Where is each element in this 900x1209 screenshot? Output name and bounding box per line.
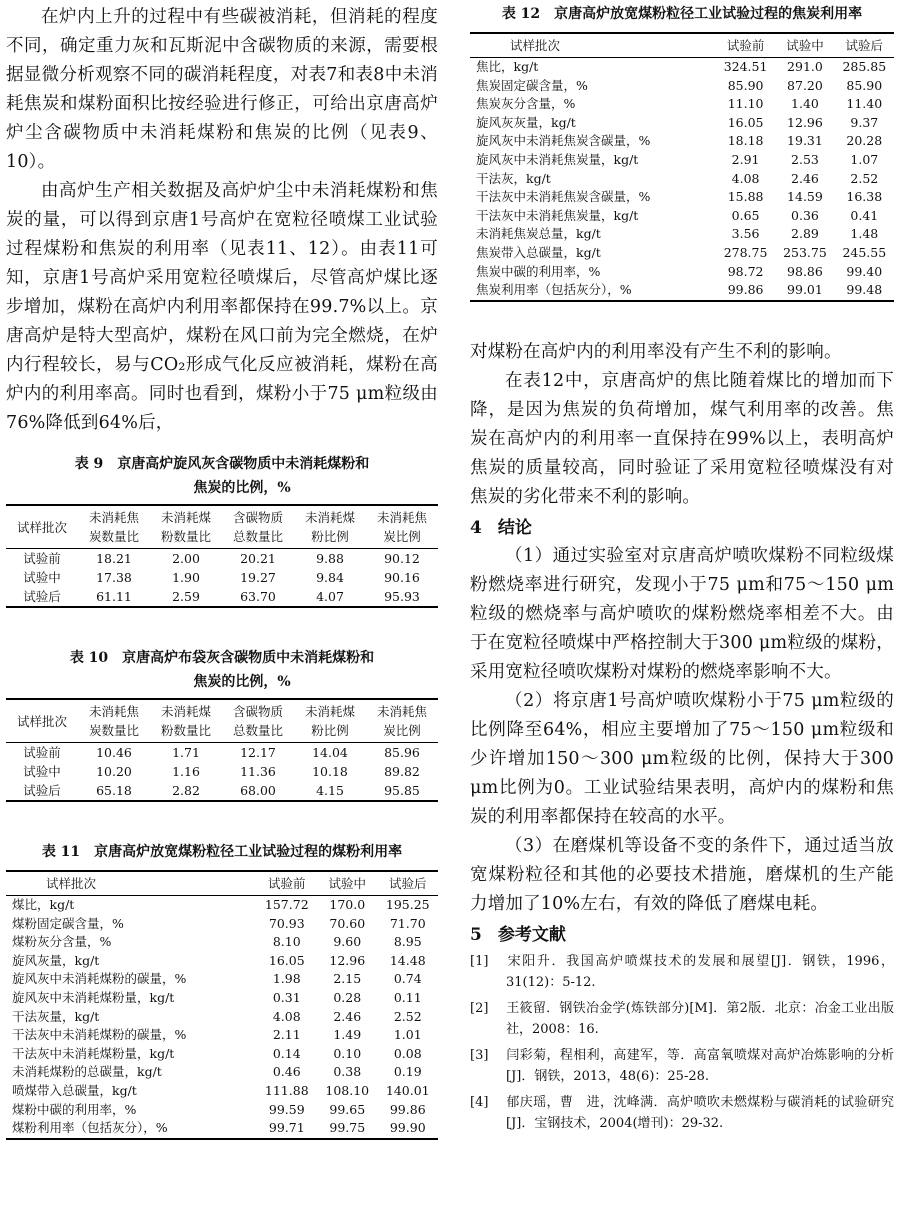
table-10-caption-line2: 焦炭的比例，% bbox=[193, 674, 291, 690]
table-cell: 1.90 bbox=[172, 570, 200, 585]
reference-text: 王筱留．钢铁冶金学(炼铁部分)[M]．第2版．北京：冶金工业出版社，2008：16. bbox=[506, 1000, 894, 1037]
row-label: 煤比，kg/t bbox=[12, 897, 75, 912]
table-cell: 9.88 bbox=[316, 551, 344, 566]
reference-item bbox=[470, 998, 894, 1040]
table-row bbox=[470, 151, 894, 170]
column-header-line: 粉比例 bbox=[311, 529, 349, 544]
column-header-line: 炭比例 bbox=[383, 723, 421, 738]
row-label: 煤粉利用率（包括灰分），% bbox=[6, 1119, 257, 1139]
column-header-line: 含碳物质 bbox=[232, 510, 283, 525]
table-row bbox=[470, 170, 894, 189]
row-label: 未消耗焦炭总量，kg/t bbox=[476, 226, 601, 242]
section-4-title: 结论 bbox=[497, 517, 532, 538]
table-cell: 0.41 bbox=[850, 207, 879, 223]
table-9-caption bbox=[6, 452, 438, 476]
section-4-heading bbox=[470, 514, 894, 542]
column-header-line: 试样批次 bbox=[16, 713, 67, 729]
table-11-caption bbox=[6, 840, 438, 864]
paragraph-utilization-intro: 由高炉生产相关数据及高炉炉尘中未消耗煤粉和焦炭的量，可以得到京唐1号高炉在宽粒径喷煤工业试验过程煤粉和焦炭的利用率（见表11、12）。由表11可知，京唐1号高炉采用宽粒径喷煤后，尽管高炉煤比逐步增加，煤粉在高炉内利用率都保持在99.7%以上。京唐高炉是特大型高炉，煤粉在风口前为完全燃烧，在炉内行程较长，易与CO₂形成气化反应被消耗，煤粉在高炉内的利用率高。同时也看到，煤粉小于75 μm粒级由76%降低到64%后， bbox=[6, 181, 438, 433]
table-cell: 18.21 bbox=[96, 551, 132, 566]
column-header bbox=[294, 505, 366, 549]
table-10-label: 表 10 bbox=[69, 650, 109, 666]
table-cell: 99.75 bbox=[317, 1119, 377, 1139]
table-11 bbox=[6, 870, 438, 1140]
table-row bbox=[6, 1045, 438, 1064]
table-12-title: 京唐高炉放宽煤粉粒径工业试验过程的焦炭利用率 bbox=[554, 6, 863, 22]
table-cell: 8.95 bbox=[393, 934, 422, 950]
table-cell: 9.37 bbox=[850, 114, 879, 130]
table-cell: 253.75 bbox=[783, 244, 827, 260]
reference-number: [1] bbox=[470, 953, 489, 969]
reference-item bbox=[470, 1045, 894, 1087]
table-row bbox=[6, 743, 438, 763]
table-cell: 1.07 bbox=[850, 151, 879, 167]
table-cell: 2.53 bbox=[791, 151, 819, 167]
row-label: 未消耗煤粉的总碳量，kg/t bbox=[12, 1064, 162, 1080]
table-9-block bbox=[6, 452, 438, 608]
table-row bbox=[6, 762, 438, 781]
column-header-line: 总数量比 bbox=[232, 723, 283, 738]
table-9-title-line1: 京唐高炉旋风灰含碳物质中未消耗煤粉和 bbox=[117, 456, 370, 472]
row-label: 焦炭固定碳含量，% bbox=[476, 77, 588, 93]
table-cell: 18.18 bbox=[727, 133, 764, 149]
reference-item bbox=[470, 951, 894, 993]
table-10-block bbox=[6, 646, 438, 802]
table-cell: 85.96 bbox=[384, 745, 420, 760]
table-cell: 291.0 bbox=[787, 59, 823, 74]
table-row bbox=[470, 114, 894, 133]
paragraph-no-adverse-effect: 对煤粉在高炉内的利用率没有产生不利的影响。 bbox=[470, 341, 842, 362]
table-cell: 4.15 bbox=[294, 781, 366, 801]
row-label: 干法灰中未消耗焦炭量，kg/t bbox=[476, 207, 639, 223]
table-cell: 1.48 bbox=[850, 226, 879, 242]
reference-text: 闫彩菊，程相利，高建军，等．高富氧喷煤对高炉冶炼影响的分析[J]．钢铁，2013，48(6)：25-28. bbox=[506, 1047, 894, 1084]
table-cell: 157.72 bbox=[264, 897, 309, 912]
column-header: 试验中 bbox=[317, 871, 377, 896]
row-label: 喷煤带入总碳量，kg/t bbox=[12, 1082, 137, 1098]
column-header: 试样批次 bbox=[470, 33, 716, 58]
table-cell: 0.28 bbox=[333, 989, 362, 1005]
row-label: 试验中 bbox=[23, 764, 61, 779]
table-cell: 245.55 bbox=[842, 244, 887, 260]
column-header bbox=[294, 699, 366, 743]
table-cell: 99.86 bbox=[389, 1101, 426, 1117]
table-cell: 20.21 bbox=[240, 551, 276, 566]
conclusion-2: （2）将京唐1号高炉喷吹煤粉小于75 μm粒级的比例降至64%，相应主要增加了75～150 μm粒级和少许增加150～300 μm粒级的比例，保持大于300 μm比例为0。工业试验结果表明，高炉内的煤粉和焦炭的利用率都保持在较高的水平。 bbox=[470, 690, 894, 827]
table-cell: 9.60 bbox=[333, 934, 362, 950]
row-label: 试验前 bbox=[23, 745, 61, 760]
row-label: 煤粉灰分含量，% bbox=[12, 934, 112, 950]
table-9 bbox=[6, 504, 438, 608]
table-row bbox=[470, 225, 894, 244]
column-header-line: 未消耗煤 bbox=[304, 704, 355, 719]
table-9-caption-line2: 焦炭的比例，% bbox=[193, 480, 291, 496]
column-header bbox=[150, 505, 222, 549]
table-cell: 1.71 bbox=[172, 745, 200, 760]
column-header-line: 炭比例 bbox=[383, 529, 421, 544]
column-header bbox=[366, 699, 438, 743]
row-label: 煤粉固定碳含量，% bbox=[12, 915, 124, 931]
table-cell: 0.46 bbox=[272, 1064, 301, 1080]
row-label: 试验后 bbox=[6, 587, 78, 607]
table-row bbox=[470, 281, 894, 301]
table-row bbox=[6, 933, 438, 952]
column-header-line: 未消耗焦 bbox=[88, 704, 139, 719]
column-header-line: 未消耗焦 bbox=[376, 510, 427, 525]
table-cell: 0.10 bbox=[333, 1045, 362, 1061]
table-12-block bbox=[470, 2, 894, 302]
table-row bbox=[6, 989, 438, 1008]
table-cell: 19.31 bbox=[787, 133, 823, 149]
table-cell: 2.46 bbox=[791, 170, 819, 186]
table-cell: 63.70 bbox=[222, 587, 294, 607]
table-cell: 4.07 bbox=[294, 587, 366, 607]
table-cell: 99.48 bbox=[835, 281, 894, 301]
table-cell: 2.52 bbox=[393, 1008, 422, 1024]
section-5-heading bbox=[470, 921, 894, 949]
table-cell: 0.08 bbox=[393, 1045, 422, 1061]
table-cell: 99.86 bbox=[716, 281, 775, 301]
column-header-line: 未消耗焦 bbox=[88, 510, 139, 525]
table-cell: 99.01 bbox=[775, 281, 834, 301]
reference-number: [3] bbox=[470, 1047, 489, 1063]
table-cell: 2.91 bbox=[731, 151, 760, 167]
table-row bbox=[6, 549, 438, 569]
row-label: 旋风灰中未消耗焦炭含碳量，% bbox=[476, 133, 651, 149]
column-header bbox=[150, 699, 222, 743]
table-row bbox=[6, 1008, 438, 1027]
table-cell: 0.74 bbox=[393, 971, 422, 987]
table-cell: 4.08 bbox=[272, 1008, 301, 1024]
table-cell: 99.59 bbox=[268, 1101, 305, 1117]
row-label: 旋风灰中未消耗煤粉量，kg/t bbox=[12, 989, 175, 1005]
table-cell: 108.10 bbox=[325, 1082, 370, 1098]
table-cell: 11.40 bbox=[846, 96, 883, 112]
table-cell: 85.90 bbox=[846, 77, 883, 93]
table-cell: 195.25 bbox=[385, 897, 430, 912]
table-row bbox=[470, 207, 894, 226]
table-cell: 90.16 bbox=[384, 570, 420, 585]
table-row bbox=[6, 1082, 438, 1101]
row-label: 焦炭灰分含量，% bbox=[476, 96, 576, 112]
table-cell: 0.14 bbox=[272, 1045, 301, 1061]
table-cell: 98.72 bbox=[727, 263, 764, 279]
table-cell: 70.93 bbox=[268, 915, 305, 931]
table-cell: 1.98 bbox=[272, 971, 301, 987]
column-header bbox=[6, 505, 78, 549]
table-row bbox=[6, 896, 438, 915]
table-cell: 2.15 bbox=[333, 971, 362, 987]
row-label: 焦炭带入总碳量，kg/t bbox=[476, 244, 601, 260]
column-header bbox=[222, 505, 294, 549]
conclusion-3: （3）在磨煤机等设备不变的条件下，通过适当放宽煤粉粒径和其他的必要技术措施，磨煤机的生产能力增加了10%左右，有效的降低了磨煤电耗。 bbox=[470, 835, 894, 914]
column-header-line: 粉比例 bbox=[311, 723, 349, 738]
column-header bbox=[78, 699, 150, 743]
table-11-label: 表 11 bbox=[41, 844, 81, 860]
table-row bbox=[6, 781, 438, 801]
table-12-label: 表 12 bbox=[501, 6, 541, 22]
table-cell: 90.12 bbox=[384, 551, 420, 566]
table-cell: 1.40 bbox=[791, 96, 819, 112]
table-row bbox=[470, 188, 894, 207]
row-label: 干法灰中未消耗煤粉的碳量，% bbox=[12, 1027, 187, 1043]
table-cell: 17.38 bbox=[96, 570, 132, 585]
right-column bbox=[470, 0, 894, 1139]
table-cell: 87.20 bbox=[787, 77, 823, 93]
table-cell: 2.00 bbox=[172, 551, 200, 566]
row-label: 试验后 bbox=[6, 781, 78, 801]
row-label: 焦比，kg/t bbox=[476, 59, 539, 74]
table-cell: 1.16 bbox=[172, 764, 200, 779]
table-cell: 4.08 bbox=[731, 170, 760, 186]
table-cell: 12.96 bbox=[329, 952, 366, 968]
column-header-line: 未消耗煤 bbox=[160, 704, 211, 719]
reference-number: [4] bbox=[470, 1094, 489, 1110]
column-header: 试样批次 bbox=[6, 871, 257, 896]
row-label: 焦炭利用率（包括灰分），% bbox=[470, 281, 716, 301]
reference-item bbox=[470, 1092, 894, 1134]
row-label: 旋风灰灰量，kg/t bbox=[476, 114, 576, 130]
table-row bbox=[6, 568, 438, 587]
column-header-line: 未消耗煤 bbox=[160, 510, 211, 525]
row-label: 旋风灰中未消耗焦炭量，kg/t bbox=[476, 151, 639, 167]
table-cell: 1.49 bbox=[333, 1027, 362, 1043]
table-cell: 68.00 bbox=[222, 781, 294, 801]
reference-text: 郁庆瑶，曹 进，沈峰满．高炉喷吹未燃煤粉与碳消耗的试验研究[J]．宝钢技术，2004(增刊)：29-32. bbox=[506, 1094, 894, 1131]
table-row bbox=[470, 77, 894, 96]
column-header: 试验中 bbox=[775, 33, 834, 58]
table-11-block bbox=[6, 840, 438, 1140]
table-10-title-line1: 京唐高炉布袋灰含碳物质中未消耗煤粉和 bbox=[122, 650, 375, 666]
column-header-line: 粉数量比 bbox=[160, 529, 211, 544]
table-cell: 10.18 bbox=[312, 764, 348, 779]
row-label: 干法灰，kg/t bbox=[476, 170, 551, 186]
table-cell: 2.52 bbox=[850, 170, 879, 186]
column-header-line: 未消耗煤 bbox=[304, 510, 355, 525]
table-cell: 9.84 bbox=[316, 570, 344, 585]
reference-text: 宋阳升．我国高炉喷煤技术的发展和展望[J]．钢铁，1996，31(12)：5-12. bbox=[506, 953, 894, 990]
table-10-caption bbox=[6, 646, 438, 670]
table-cell: 10.20 bbox=[96, 764, 132, 779]
column-header-line: 粉数量比 bbox=[160, 723, 211, 738]
table-row bbox=[6, 587, 438, 607]
table-cell: 65.18 bbox=[78, 781, 150, 801]
table-row bbox=[6, 1101, 438, 1120]
table-cell: 0.38 bbox=[333, 1064, 362, 1080]
reference-number: [2] bbox=[470, 1000, 489, 1016]
table-row bbox=[6, 915, 438, 934]
row-label: 煤粉中碳的利用率，% bbox=[12, 1101, 137, 1117]
table-cell: 0.36 bbox=[791, 207, 819, 223]
table-cell: 2.59 bbox=[150, 587, 222, 607]
table-9-label: 表 9 bbox=[74, 456, 104, 472]
row-label: 试验前 bbox=[23, 551, 61, 566]
row-label: 干法灰中未消耗焦炭含碳量，% bbox=[476, 189, 651, 205]
column-header: 试验前 bbox=[257, 871, 317, 896]
column-header bbox=[78, 505, 150, 549]
table-cell: 99.65 bbox=[329, 1101, 366, 1117]
table-row bbox=[470, 58, 894, 77]
table-11-title: 京唐高炉放宽煤粉粒径工业试验过程的煤粉利用率 bbox=[94, 844, 403, 860]
table-cell: 14.48 bbox=[389, 952, 426, 968]
table-row bbox=[470, 95, 894, 114]
table-cell: 99.90 bbox=[378, 1119, 438, 1139]
table-cell: 278.75 bbox=[723, 244, 768, 260]
table-cell: 0.65 bbox=[731, 207, 760, 223]
table-cell: 2.89 bbox=[791, 226, 819, 242]
table-cell: 95.93 bbox=[366, 587, 438, 607]
row-label: 干法灰中未消耗煤粉量，kg/t bbox=[12, 1045, 175, 1061]
table-12-caption bbox=[470, 2, 894, 26]
table-cell: 15.88 bbox=[727, 189, 764, 205]
table-12 bbox=[470, 32, 894, 302]
table-cell: 20.28 bbox=[846, 133, 883, 149]
column-header-line: 未消耗焦 bbox=[376, 704, 427, 719]
column-header bbox=[6, 699, 78, 743]
row-label: 干法灰量，kg/t bbox=[12, 1008, 100, 1024]
table-cell: 324.51 bbox=[723, 59, 768, 74]
table-10 bbox=[6, 698, 438, 802]
column-header-line: 炭数量比 bbox=[88, 723, 139, 738]
table-cell: 70.60 bbox=[329, 915, 366, 931]
table-cell: 85.90 bbox=[727, 77, 764, 93]
reference-list bbox=[470, 951, 894, 1134]
table-row bbox=[6, 970, 438, 989]
table-cell: 16.05 bbox=[727, 114, 764, 130]
table-cell: 140.01 bbox=[385, 1082, 430, 1098]
table-cell: 12.17 bbox=[240, 745, 276, 760]
table-cell: 11.36 bbox=[240, 764, 276, 779]
row-label: 旋风灰量，kg/t bbox=[12, 952, 100, 968]
row-label: 焦炭中碳的利用率，% bbox=[476, 263, 601, 279]
column-header-line: 含碳物质 bbox=[232, 704, 283, 719]
table-cell: 71.70 bbox=[389, 915, 426, 931]
table-cell: 98.86 bbox=[787, 263, 823, 279]
table-row bbox=[6, 1063, 438, 1082]
table-cell: 12.96 bbox=[787, 114, 823, 130]
paragraph-carbon-consumption: 在炉内上升的过程中有些碳被消耗，但消耗的程度不同，确定重力灰和瓦斯泥中含碳物质的来源，需要根据显微分析观察不同的碳消耗程度，对表7和表8中未消耗焦炭和煤粉面积比按经验进行修正，可给出京唐高炉炉尘含碳物质中未消耗煤粉和焦炭的比例（见表9、10）。 bbox=[6, 7, 438, 172]
table-cell: 99.40 bbox=[846, 263, 883, 279]
table-cell: 3.56 bbox=[731, 226, 760, 242]
column-header bbox=[366, 505, 438, 549]
table-cell: 8.10 bbox=[272, 934, 301, 950]
column-header: 试验后 bbox=[378, 871, 438, 896]
table-cell: 95.85 bbox=[366, 781, 438, 801]
table-row bbox=[6, 952, 438, 971]
table-cell: 2.11 bbox=[272, 1027, 301, 1043]
paragraph-coke-ratio: 在表12中，京唐高炉的焦比随着煤比的增加而下降，是因为焦炭的负荷增加，煤气利用率的改善。焦炭在高炉内的利用率一直保持在99%以上，表明高炉焦炭的质量较高，同时验证了采用宽粒径喷煤没有对焦炭的劣化带来不利的影响。 bbox=[470, 370, 894, 507]
row-label: 旋风灰中未消耗煤粉的碳量，% bbox=[12, 971, 187, 987]
table-cell: 10.46 bbox=[96, 745, 132, 760]
table-cell: 0.11 bbox=[393, 989, 422, 1005]
table-cell: 11.10 bbox=[727, 96, 764, 112]
table-cell: 99.71 bbox=[257, 1119, 317, 1139]
table-cell: 61.11 bbox=[78, 587, 150, 607]
column-header-line: 总数量比 bbox=[232, 529, 283, 544]
table-row bbox=[470, 244, 894, 263]
table-cell: 16.05 bbox=[268, 952, 305, 968]
table-cell: 1.01 bbox=[393, 1027, 422, 1043]
column-header: 试验后 bbox=[835, 33, 894, 58]
table-row bbox=[470, 263, 894, 282]
table-cell: 0.19 bbox=[393, 1064, 422, 1080]
row-label: 试验中 bbox=[23, 570, 61, 585]
conclusion-1: （1）通过实验室对京唐高炉喷吹煤粉不同粒级煤粉燃烧率进行研究，发现小于75 μm和75～150 μm粒级的燃烧率与高炉喷吹的煤粉燃烧率相差不大。由于在宽粒径喷煤中严格控制大于300 μm粒级的煤粉，采用宽粒径喷吹煤粉对煤粉的燃烧率影响不大。 bbox=[470, 545, 894, 682]
table-row bbox=[470, 132, 894, 151]
table-cell: 111.88 bbox=[264, 1082, 309, 1098]
column-header-line: 试样批次 bbox=[16, 519, 67, 535]
table-cell: 285.85 bbox=[842, 59, 887, 74]
table-cell: 14.04 bbox=[312, 745, 348, 760]
table-cell: 2.46 bbox=[333, 1008, 362, 1024]
column-header bbox=[222, 699, 294, 743]
table-cell: 89.82 bbox=[384, 764, 420, 779]
table-cell: 14.59 bbox=[787, 189, 823, 205]
section-5-title: 参考文献 bbox=[497, 924, 566, 945]
left-column bbox=[6, 0, 438, 1140]
table-row bbox=[6, 1119, 438, 1139]
table-cell: 0.31 bbox=[272, 989, 301, 1005]
table-cell: 16.38 bbox=[846, 189, 883, 205]
column-header: 试验前 bbox=[716, 33, 775, 58]
section-4-number: 4 bbox=[470, 517, 482, 538]
table-cell: 19.27 bbox=[240, 570, 276, 585]
table-cell: 2.82 bbox=[150, 781, 222, 801]
table-cell: 170.0 bbox=[329, 897, 366, 912]
section-5-number: 5 bbox=[470, 924, 482, 945]
column-header-line: 炭数量比 bbox=[88, 529, 139, 544]
table-row bbox=[6, 1026, 438, 1045]
